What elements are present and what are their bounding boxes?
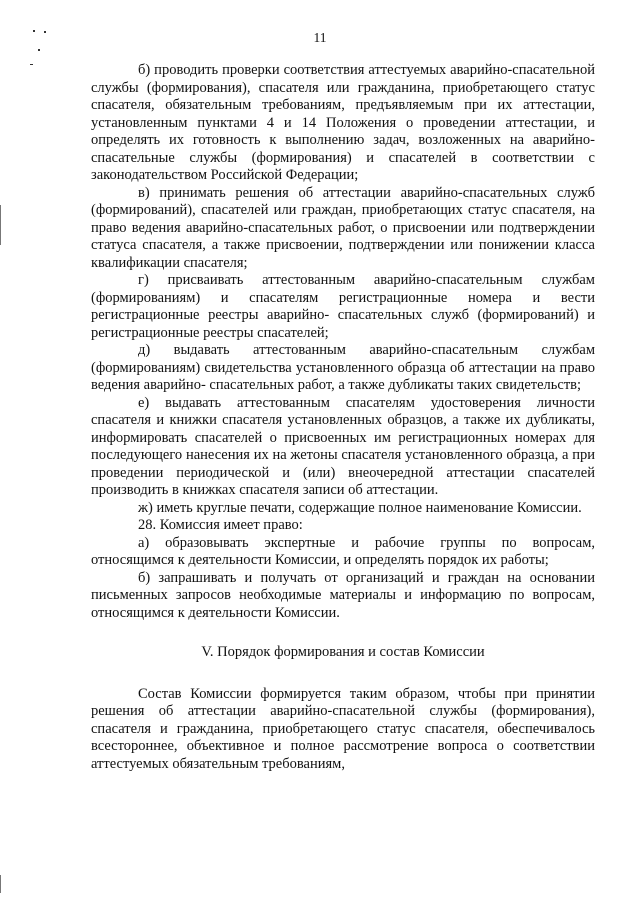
- page-number: 11: [313, 30, 327, 45]
- scan-speck: [30, 64, 33, 65]
- paragraph-item-g: г) присваивать аттестованным аварийно-спасательным службам (формированиям) и спасателям регистрационные номера и вести регистрационные реестры аварийно- спасательных служб (формирований) и регистрационные реестры спасателей;: [91, 272, 595, 341]
- body-text: [91, 62, 595, 773]
- paragraph-item-b2: б) запрашивать и получать от организаций и граждан на основании письменных запросов необходимые материалы и информацию по вопросам, относящимся к деятельности Комиссии.: [91, 569, 595, 621]
- section-paragraph: Состав Комиссии формируется таким образом, чтобы при принятии решения об аттестации аварийно-спасательной службы (формирования), спасателя и гражданина, приобретающего статус спасателя, обеспечивалось всестороннее, объективное и полное рассмотрение вопроса о соответствии аттестуемых обязательным требованиям,: [91, 685, 595, 772]
- scan-edge-mark: [0, 205, 1, 245]
- paragraph-item-d: д) выдавать аттестованным аварийно-спасательным службам (формированиям) свидетельства установленного образца об аттестации на право ведения аварийно- спасательных работ, а также дубликаты таких свидетельств;: [91, 342, 595, 393]
- paragraph-item-e: е) выдавать аттестованным спасателям удостоверения личности спасателя и книжки спасателя установленных образцов, а также их дубликаты, информировать спасателей о присвоенных им регистрационных номерах для последующего нанесения их на жетоны спасателя установленного образца, а при проведении периодической и (или) внеочередной аттестации спасателей производить в книжках спасателя записи об аттестации.: [91, 394, 595, 498]
- paragraph-item-a: а) образовывать экспертные и рабочие группы по вопросам, относящимся к деятельности Комиссии, и определять порядок их работы;: [91, 534, 595, 568]
- paragraph-clause-28: 28. Комиссия имеет право:: [138, 517, 303, 533]
- paragraph-item-b: б) проводить проверки соответствия аттестуемых аварийно-спасательной службы (формирования), спасателя или гражданина, приобретающего статус спасателя, обязательным требованиям, предъявляемым при их аттестации, установленным пунктами 4 и 14 Положения о проведении аттестации, и определять их готовность к выполнению задач, возложенных на аварийно-спасательные службы (формирования) и спасателей в соответствии с законодательством Российской Федерации;: [91, 62, 595, 183]
- paragraph-item-v: в) принимать решения об аттестации аварийно-спасательных служб (формирований), спасателей или граждан, приобретающих статус спасателя, на право ведения аварийно-спасательных работ, о присвоении или подтверждении статуса спасателя, а также присвоении, подтверждении или понижении класса квалификации спасателя;: [91, 184, 595, 271]
- scan-speck: [38, 49, 40, 51]
- paragraph-item-zh: ж) иметь круглые печати, содержащие полное наименование Комиссии.: [138, 499, 582, 516]
- section-heading: V. Порядок формирования и состав Комиссии: [201, 644, 485, 660]
- scan-edge-mark: [0, 875, 1, 893]
